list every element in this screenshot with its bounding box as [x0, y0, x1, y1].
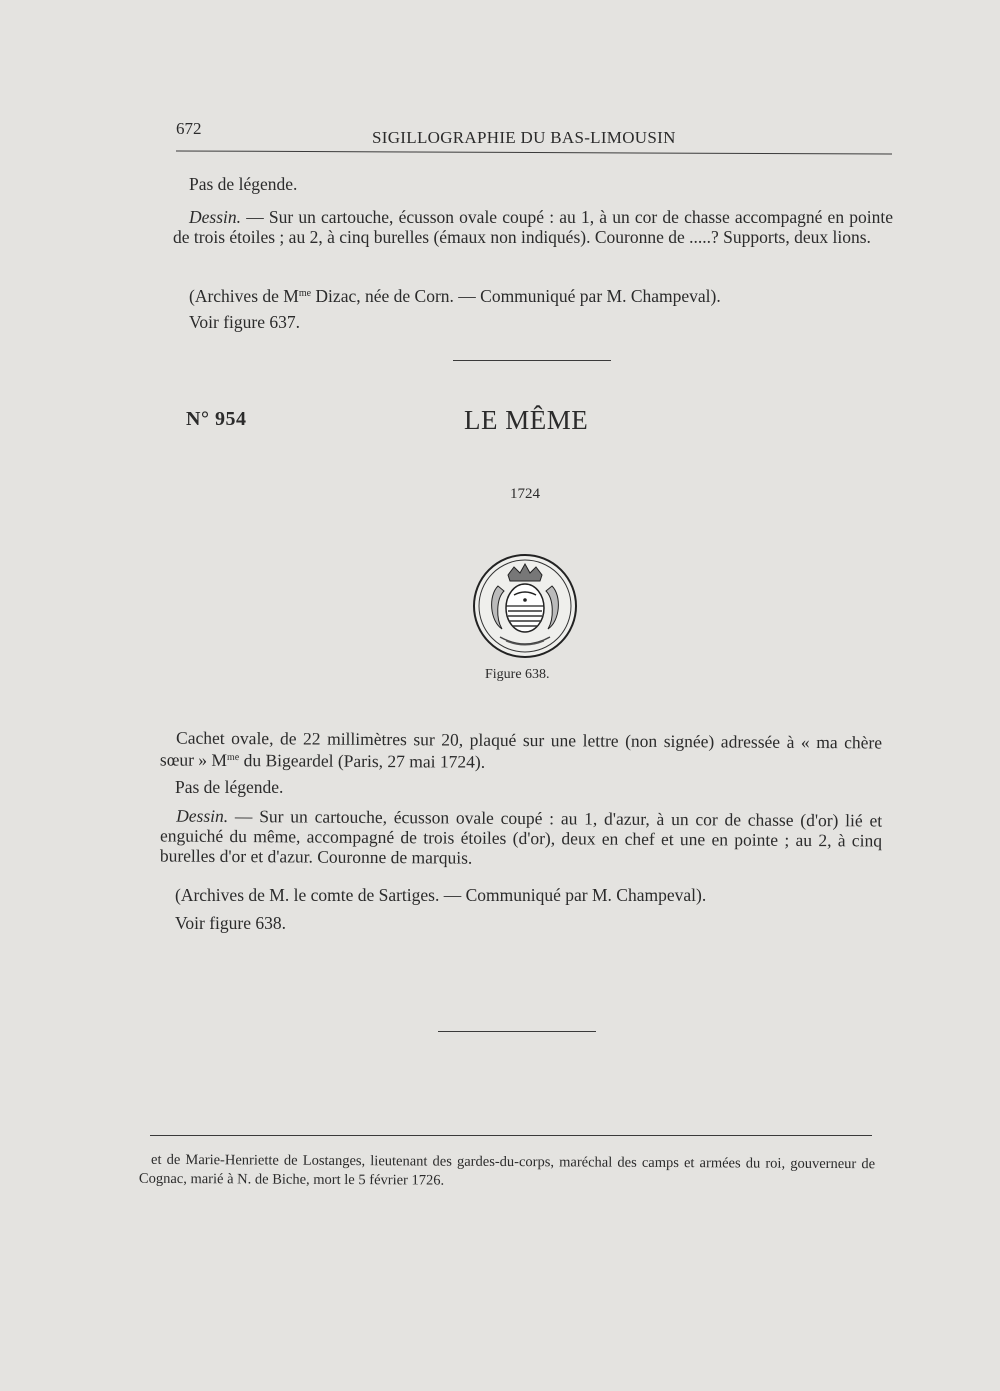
- entry-year: 1724: [510, 486, 540, 502]
- cachet-sup: me: [227, 751, 240, 764]
- entry-legend-text: Pas de légende.: [175, 777, 284, 797]
- entry-voir: [175, 913, 475, 933]
- prev-archives: [189, 284, 829, 306]
- entry-number: N° 954: [186, 408, 247, 430]
- footnote-rule: [150, 1135, 872, 1136]
- entry-archives-text: (Archives de M. le comte de Sartiges. — Communiqué par M. Champeval).: [175, 885, 707, 905]
- prev-voir: [189, 312, 489, 332]
- footnote-text: et de Marie-Henriette de Lostanges, lieutenant des gardes-du-corps, maréchal des camps et armées du roi, gouverneur de Cognac, marié à N. de Biche, mort le 5 février 1726.: [138, 1151, 876, 1189]
- entry-dessin-text: — Sur un cartouche, écusson ovale coupé : au 1, d'azur, à un cor de chasse (d'or) lié et enguiché du même, accompagné de trois étoiles (d'or), deux en chef et une en pointe ; au 2, à cinq burelles d'or et d'azur. Couronne de marquis.: [159, 805, 883, 868]
- header-rule: [176, 150, 892, 154]
- running-title: SIGILLOGRAPHIE DU BAS-LIMOUSIN: [372, 128, 676, 147]
- entry-archives: [175, 885, 815, 905]
- prev-archives-b: Dizac, née de Corn. — Communiqué par M. Champeval).: [311, 286, 721, 306]
- entry-legend: [175, 777, 575, 797]
- page-number: 672: [176, 119, 202, 138]
- prev-dessin: [173, 207, 893, 247]
- cachet-paragraph: [160, 727, 882, 774]
- prev-dessin-text: — Sur un cartouche, écusson ovale coupé : au 1, à un cor de chasse accompagné en pointe de trois étoiles ; au 2, à cinq burelles (émaux non indiqués). Couronne de .....? Supports, deux lions.: [173, 207, 893, 247]
- entry-dessin-label: Dessin.: [176, 805, 229, 826]
- section-divider-top: [453, 360, 611, 361]
- figure-caption: Figure 638.: [485, 667, 550, 682]
- entry-dessin: [160, 805, 882, 870]
- prev-archives-sup: me: [298, 288, 312, 299]
- prev-legend: [189, 174, 589, 194]
- footnote: [139, 1151, 875, 1193]
- seal-engraving-icon: [470, 551, 580, 661]
- prev-archives-a: (Archives de M: [189, 286, 299, 306]
- entry-title: LE MÊME: [464, 405, 589, 435]
- cachet-text-b: du Bigeardel (Paris, 27 mai 1724).: [239, 750, 486, 772]
- section-divider-bottom: [438, 1031, 596, 1032]
- cachet-text-a: Cachet ovale, de 22 millimètres sur 20, plaqué sur une lettre (non signée) adressée à « ma chère sœur » M: [159, 727, 883, 770]
- prev-voir-text: Voir figure 637.: [189, 312, 300, 332]
- entry-voir-text: Voir figure 638.: [175, 913, 286, 933]
- prev-dessin-label: Dessin.: [189, 207, 242, 227]
- prev-legend-text: Pas de légende.: [189, 174, 298, 194]
